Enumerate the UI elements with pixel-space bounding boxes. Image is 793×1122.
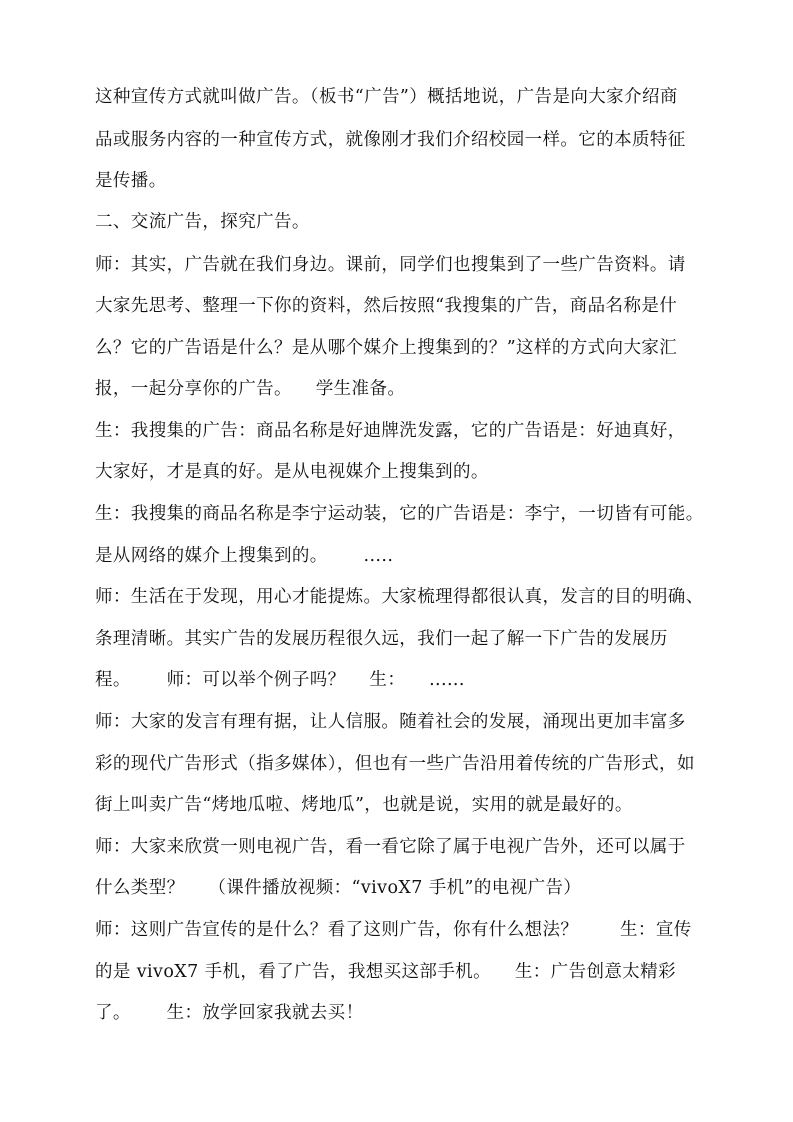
section-heading: 二、交流广告，探究广告。	[95, 212, 310, 232]
text-line: 是从网络的媒介上搜集到的。 .....	[95, 546, 394, 566]
text-line: 生：我搜集的广告：商品名称是好迪牌洗发露，它的广告语是：好迪真好，	[95, 421, 686, 441]
text-line: 么？它的广告语是什么？是从哪个媒介上搜集到的？”这样的方式向大家汇	[95, 338, 678, 358]
text-line: 大家好，才是真的好。是从电视媒介上搜集到的。	[95, 462, 489, 482]
text-line: 品或服务内容的一种宣传方式，就像刚才我们介绍校园一样。它的本质特征	[95, 130, 686, 150]
text-line: 彩的现代广告形式（指多媒体），但也有一些广告沿用着传统的广告形式，如	[95, 754, 695, 774]
text-line: 程。 师：可以举个例子吗？ 生： ......	[95, 670, 465, 690]
text-line: 师：大家来欣赏一则电视广告，看一看它除了属于电视广告外，还可以属于	[95, 837, 686, 857]
text-line: 师：其实，广告就在我们身边。课前，同学们也搜集到了一些广告资料。请	[95, 255, 686, 275]
text-line: 的是 vivoX7 手机，看了广告，我想买这部手机。 生：广告创意太精彩	[95, 962, 676, 982]
text-line: 师：大家的发言有理有据，让人信服。随着社会的发展，涌现出更加丰富多	[95, 712, 686, 732]
text-line: 了。 生：放学回家我就去买！	[95, 1003, 364, 1023]
text-line: 师：生活在于发现，用心才能提炼。大家梳理得都很认真，发言的目的明确、	[95, 587, 704, 607]
text-line: 条理清晰。其实广告的发展历程很久远，我们一起了解一下广告的发展历	[95, 629, 668, 649]
text-line: 这种宣传方式就叫做广告。（板书“广告”）概括地说，广告是向大家介绍商	[95, 87, 678, 107]
text-line: 报，一起分享你的广告。 学生准备。	[95, 379, 406, 399]
text-line: 师：这则广告宣传的是什么？看了这则广告，你有什么想法？ 生：宣传	[95, 920, 692, 940]
text-line: 街上叫卖广告“烤地瓜啦、烤地瓜”，也就是说，实用的就是最好的。	[95, 795, 633, 815]
text-line: 什么类型？ （课件播放视频：“vivoX7 手机”的电视广告）	[95, 878, 582, 898]
text-line: 生：我搜集的商品名称是李宁运动装，它的广告语是：李宁，一切皆有可能。	[95, 504, 704, 524]
text-line: 大家先思考、整理一下你的资料，然后按照“我搜集的广告，商品名称是什	[95, 296, 678, 316]
text-line: 是传播。	[95, 171, 167, 191]
